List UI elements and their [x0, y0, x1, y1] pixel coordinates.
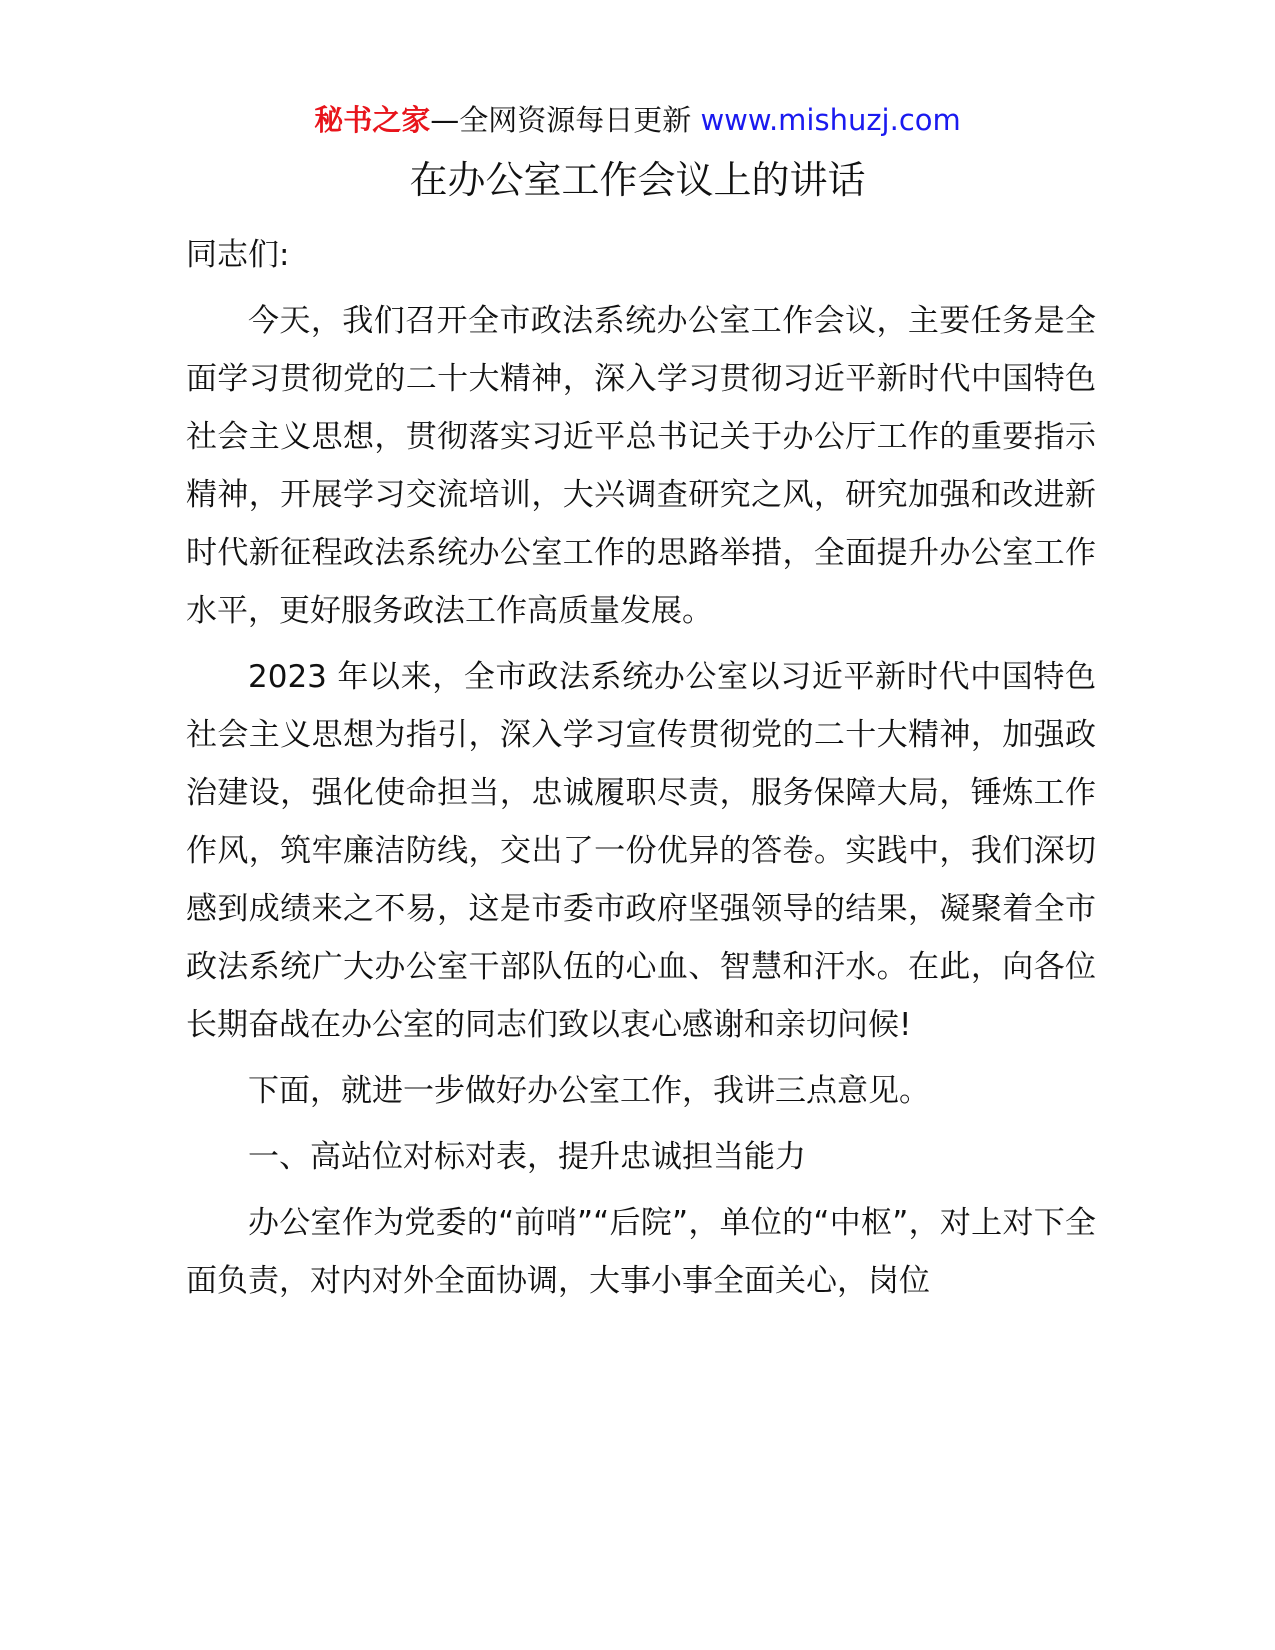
paragraph-1: 今天，我们召开全市政法系统办公室工作会议，主要任务是全面学习贯彻党的二十大精神，深入学习贯彻习近平新时代中国特色社会主义思想，贯彻落实习近平总书记关于办公厅工作的重要指示精神，开展学习交流培训，大兴调查研究之风，研究加强和改进新时代新征程政法系统办公室工作的思路举措，全面提升办公室工作水平，更好服务政法工作高质量发展。 — [186, 303, 1096, 629]
watermark-header — [0, 100, 1275, 140]
salutation: 同志们: — [186, 237, 290, 273]
paragraph-4: 办公室作为党委的“前哨”“后院”，单位的“中枢”，对上对下全面负责，对内对外全面协调，大事小事全面关心，岗位 — [186, 1205, 1096, 1299]
document-body — [186, 226, 1096, 1318]
paragraph-2: 2023 年以来，全市政法系统办公室以习近平新时代中国特色社会主义思想为指引，深入学习宣传贯彻党的二十大精神，加强政治建设，强化使命担当，忠诚履职尽责，服务保障大局，锤炼工作作风，筑牢廉洁防线，交出了一份优异的答卷。实践中，我们深切感到成绩来之不易，这是市委市政府坚强领导的结果，凝聚着全市政法系统广大办公室干部队伍的心血、智慧和汗水。在此，向各位长期奋战在办公室的同志们致以衷心感谢和亲切问候! — [186, 659, 1096, 1043]
header-tagline: —全网资源每日更新 — [430, 103, 692, 137]
brand-name: 秘书之家 — [314, 103, 431, 137]
document-title: 在办公室工作会议上的讲话 — [409, 158, 866, 202]
site-url-link[interactable]: www.mishuzj.com — [700, 103, 961, 137]
section-heading-1: 一、高站位对标对表，提升忠诚担当能力 — [248, 1139, 806, 1175]
paragraph-3: 下面，就进一步做好办公室工作，我讲三点意见。 — [248, 1073, 930, 1109]
